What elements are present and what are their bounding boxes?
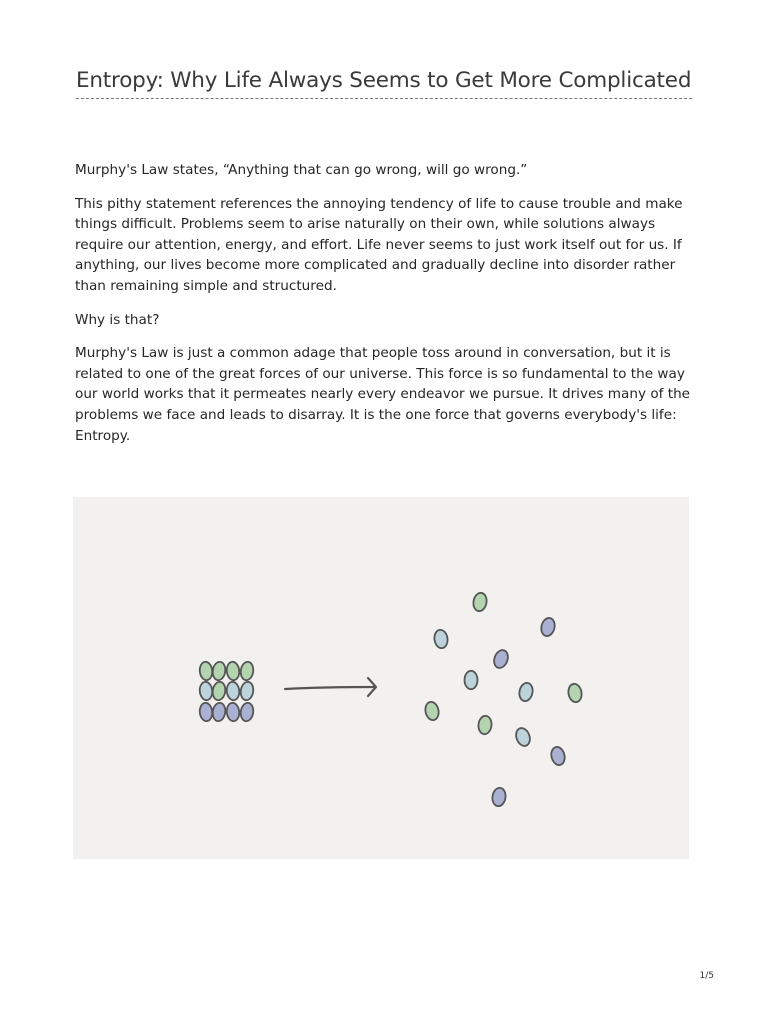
page-number: 1/5 (699, 971, 714, 981)
title-dashed-divider (76, 98, 692, 99)
scattered-particles (424, 592, 583, 807)
grid-particle (226, 702, 240, 722)
grid-particle (212, 661, 227, 681)
arrow-shaft (285, 687, 375, 689)
paragraph-2: This pithy statement references the annoying tendency of life to cause trouble and make things difficult. Problems seem to arise naturally on their own, while solutions always require our attention, energy, and effort. Life never seems to just work itself out for us. If anything, our lives become more complicated and gradually decline into disorder rather than remaining simple and structured. (75, 195, 683, 294)
scattered-particle (472, 592, 488, 612)
scattered-particle (567, 683, 583, 703)
grid-particle (199, 681, 213, 701)
article-body (75, 160, 695, 459)
grid-particle (212, 702, 227, 722)
grid-particle (199, 661, 213, 681)
scattered-particle (492, 648, 511, 670)
grid-particle (226, 661, 240, 681)
scattered-particle (549, 746, 566, 767)
article-title: Entropy: Why Life Always Seems to Get More Complicated (76, 68, 692, 93)
entropy-drawing (73, 497, 689, 859)
scattered-particle (433, 629, 448, 649)
paragraph-4: Murphy's Law is just a common adage that people toss around in conversation, but it is related to one of the great forces of our universe. This force is so fundamental to the way our world works that it permeates nearly every endeavor we pursue. It drives many of the problems we face and leads to disarray. It is the one force that governs everybody's life: Entropy. (75, 345, 691, 444)
grid-particle (240, 702, 255, 722)
transition-arrow (285, 678, 376, 696)
entropy-illustration (73, 497, 689, 859)
grid-particle (212, 681, 227, 701)
scattered-particle (539, 617, 556, 638)
ordered-particle-grid (199, 661, 255, 722)
scattered-particle (424, 701, 441, 722)
grid-particle (199, 702, 213, 722)
paragraph-1: Murphy's Law states, “Anything that can go wrong, will go wrong.” (75, 162, 528, 178)
scattered-particle (491, 787, 506, 807)
scattered-particle (514, 726, 533, 748)
grid-particle (226, 681, 240, 701)
grid-particle (240, 681, 255, 701)
scattered-particle (465, 671, 478, 689)
scattered-particle (478, 715, 493, 735)
paragraph-3: Why is that? (75, 311, 160, 328)
grid-particle (240, 661, 255, 681)
scattered-particle (518, 682, 535, 703)
